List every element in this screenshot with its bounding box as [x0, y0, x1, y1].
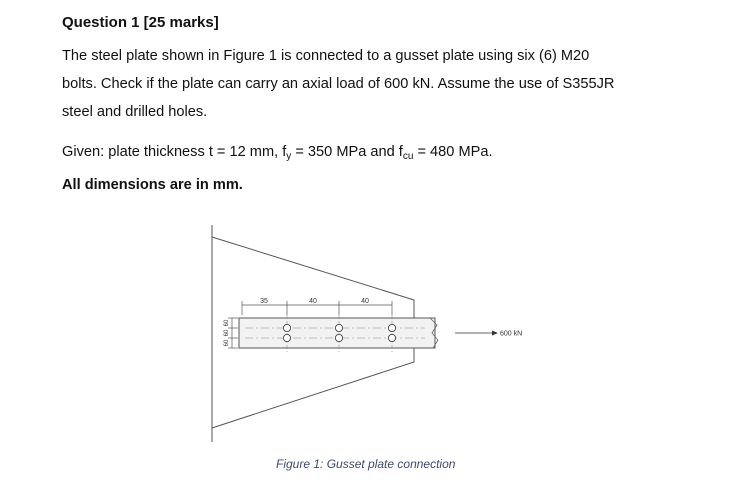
bolt-hole — [388, 324, 395, 331]
bolt-hole — [388, 334, 395, 341]
top-dim-2: 40 — [309, 298, 317, 305]
bolt-hole — [335, 334, 342, 341]
top-dim-1: 35 — [260, 298, 268, 305]
top-dim-3: 40 — [361, 298, 369, 305]
question-line-2: bolts. Check if the plate can carry an axial load of 600 kN. Assume the use of S355JR — [62, 76, 615, 92]
question-title: Question 1 [25 marks] — [62, 14, 219, 31]
dimensions-note: All dimensions are in mm. — [62, 177, 243, 193]
given-mid: = 350 MPa and f — [291, 144, 403, 160]
bolt-hole — [283, 334, 290, 341]
question-line-3: steel and drilled holes. — [62, 104, 208, 120]
given-suffix: = 480 MPa. — [413, 144, 493, 160]
side-dim-3: 60 — [224, 339, 230, 347]
load-arrowhead — [492, 331, 498, 336]
side-dim-2: 60 — [224, 329, 230, 337]
given-prefix: Given: plate thickness t = 12 mm, f — [62, 144, 287, 160]
fcu-subscript: cu — [402, 151, 414, 162]
side-dim-1: 60 — [224, 319, 230, 327]
steel-plate — [239, 318, 435, 348]
fy-subscript: y — [286, 151, 292, 162]
bolt-hole — [335, 324, 342, 331]
load-label: 600 kN — [500, 330, 523, 338]
bolt-hole — [283, 324, 290, 331]
question-line-1: The steel plate shown in Figure 1 is connected to a gusset plate using six (6) M20 — [62, 48, 590, 64]
figure-caption: Figure 1: Gusset plate connection — [276, 457, 456, 471]
